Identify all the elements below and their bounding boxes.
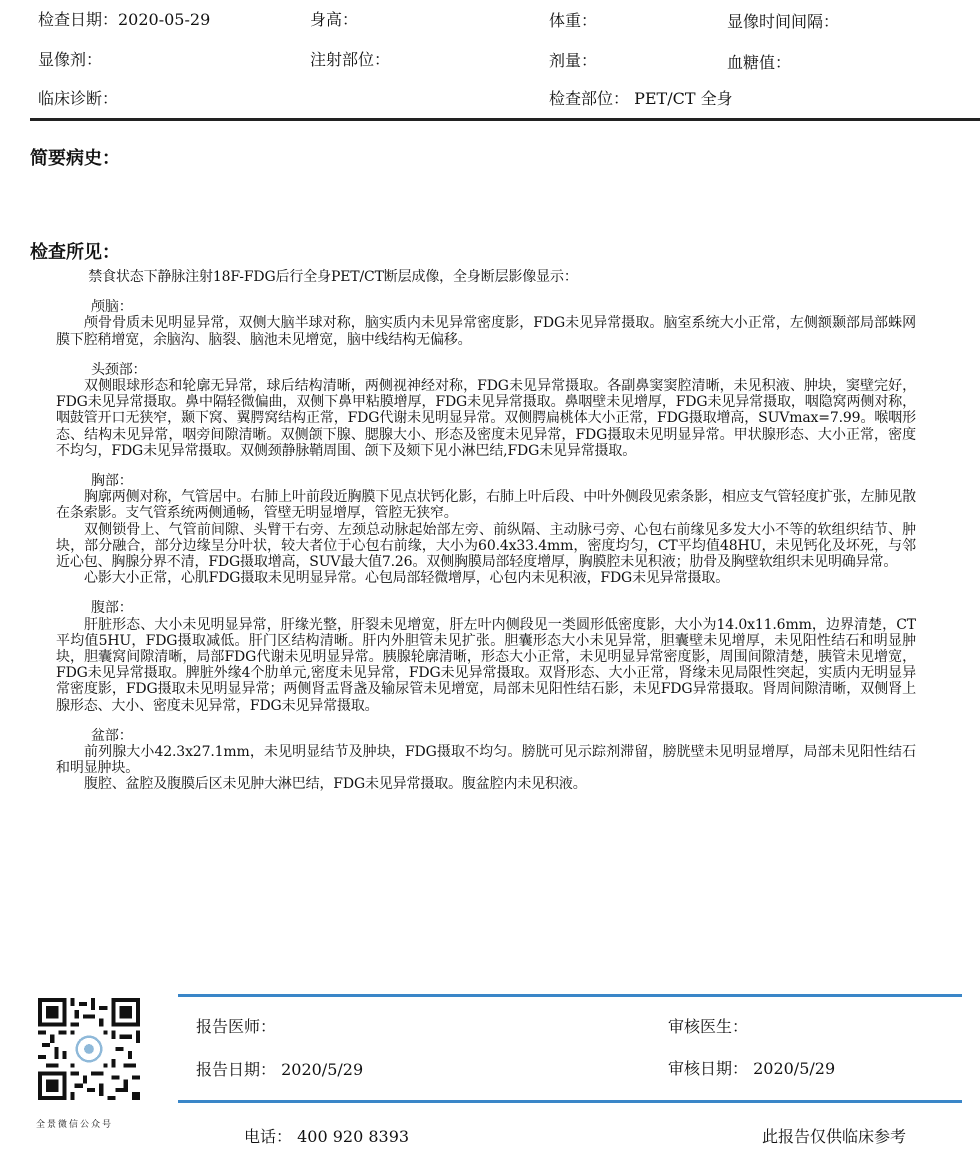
history-heading: 简要病史：	[30, 148, 120, 169]
section-paragraph: 颅骨骨质未见明显异常，双侧大脑半球对称，脑实质内未见异常密度影，FDG未见异常摄取。脑室系统大小正常，左侧额颞部局部蛛网膜下腔稍增宽，余脑沟、脑裂、脑池未见增宽，脑中线结构无偏移。	[56, 315, 916, 348]
footer-top-rule	[178, 994, 962, 997]
imaging-interval-field: 显像时间间隔：	[727, 12, 840, 31]
report-date: 报告日期： 2020/5/29	[196, 1060, 364, 1079]
phone-number: 电话： 400 920 8393	[244, 1127, 410, 1146]
dose-field: 剂量：	[549, 51, 598, 70]
qr-code-icon	[38, 998, 140, 1100]
findings-body	[56, 269, 916, 793]
review-date: 审核日期： 2020/5/29	[668, 1059, 836, 1078]
footer-bottom-rule	[178, 1100, 962, 1103]
exam-date: 检查日期：2020-05-29	[38, 10, 211, 29]
section-title-brain: 颅脑：	[91, 299, 133, 316]
section-paragraph: 腹腔、盆腔及腹膜后区未见肿大淋巴结，FDG未见异常摄取。腹盆腔内未见积液。	[84, 776, 587, 793]
injection-site-field: 注射部位：	[310, 50, 391, 69]
agent-field: 显像剂：	[38, 50, 103, 69]
section-title-pelvis: 盆部：	[91, 727, 133, 744]
section-paragraph: 双侧锁骨上、气管前间隙、头臂干右旁、左颈总动脉起始部左旁、前纵隔、主动脉弓旁、心包右前缘见多发大小不等的软组织结节、肿块，部分融合，部分边缘呈分叶状，较大者位于心包右前缘，大小为60.4x33.4mm，密度均匀，CT平均值48HU，未见钙化及坏死，与邻近心包、胸腺分界不清，FDG摄取增高，SUV最大值7.26。双侧胸膜局部轻度增厚，胸膜腔未见积液；肋骨及胸壁软组织未见明确异常。	[56, 521, 916, 571]
section-paragraph: 心影大小正常，心肌FDG摄取未见明显异常。心包局部轻微增厚，心包内未见积液，FDG未见异常摄取。	[84, 570, 730, 587]
height-field: 身高：	[310, 10, 359, 29]
exam-part-field: 检查部位： PET/CT 全身	[549, 89, 733, 108]
clinical-diagnosis-field: 临床诊断：	[38, 89, 119, 108]
section-paragraph: 胸廓两侧对称，气管居中。右肺上叶前段近胸膜下见点状钙化影，右肺上叶后段、中叶外侧段见索条影，相应支气管轻度扩张，左肺见散在条索影。支气管系统两侧通畅，管壁无明显增厚，管腔无狭窄。	[56, 489, 916, 522]
section-title-head-neck: 头颈部：	[91, 361, 147, 378]
section-paragraph: 肝脏形态、大小未见明显异常，肝缘光整，肝裂未见增宽，肝左叶内侧段见一类圆形低密度影，大小为14.0x11.6mm，边界清楚，CT平均值5HU，FDG摄取减低。肝门区结构清晰。肝内外胆管未见扩张。胆囊形态大小未见异常，胆囊壁未见增厚，未见阳性结石和明显肿块，胆囊窝间隙清晰，局部FDG代谢未见明显异常。胰腺轮廓清晰，形态大小正常，未见明显异常密度影，周围间隙清楚，胰管未见增宽，FDG未见异常摄取。脾脏外缘4个肋单元,密度未见异常，FDG未见异常摄取。双肾形态、大小正常，肾缘未见局限性突起，实质内无明显异常密度影，FDG摄取未见明显异常；两侧肾盂肾盏及输尿管未见增宽，局部未见阳性结石影，未见FDG异常摄取。肾周间隙清晰，双侧肾上腺形态、大小、密度未见异常，FDG未见异常摄取。	[56, 616, 916, 714]
qr-caption: 全景微信公众号	[36, 1120, 114, 1130]
blood-glucose-field: 血糖值：	[727, 53, 792, 72]
section-title-chest: 胸部：	[91, 473, 133, 490]
weight-field: 体重：	[549, 11, 598, 30]
report-doctor: 报告医师：	[196, 1017, 277, 1036]
section-paragraph: 双侧眼球形态和轮廓无异常，球后结构清晰，两侧视神经对称，FDG未见异常摄取。各副鼻窦窦腔清晰，未见积液、肿块，窦壁完好，FDG未见异常摄取。鼻中隔轻微偏曲，双侧下鼻甲粘膜增厚，FDG未见异常摄取。鼻咽壁未见增厚，FDG未见异常摄取，咽隐窝两侧对称，咽鼓管开口无狭窄，颞下窝、翼腭窝结构正常，FDG代谢未见明显异常。双侧腭扁桃体大小正常，FDG摄取增高，SUVmax=7.99。喉咽形态、结构未见异常，咽旁间隙清晰。双侧颌下腺、腮腺大小、形态及密度未见异常，FDG摄取未见明显异常。甲状腺形态、大小正常，密度不均匀，FDG未见异常摄取。双侧颈静脉鞘周围、颌下及颏下见小淋巴结,FDG未见异常摄取。	[56, 378, 916, 459]
findings-intro: 禁食状态下静脉注射18F-FDG后行全身PET/CT断层成像，全身断层影像显示：	[88, 269, 578, 285]
review-doctor: 审核医生：	[668, 1017, 749, 1036]
disclaimer: 此报告仅供临床参考	[762, 1127, 907, 1146]
section-paragraph: 前列腺大小42.3x27.1mm，未见明显结节及肿块，FDG摄取不均匀。膀胱可见示踪剂滞留，膀胱壁未见明显增厚，局部未见阳性结石和明显肿块。	[56, 744, 916, 777]
section-title-abdomen: 腹部：	[91, 600, 133, 617]
header-divider	[30, 118, 980, 121]
findings-heading: 检查所见：	[30, 242, 120, 263]
